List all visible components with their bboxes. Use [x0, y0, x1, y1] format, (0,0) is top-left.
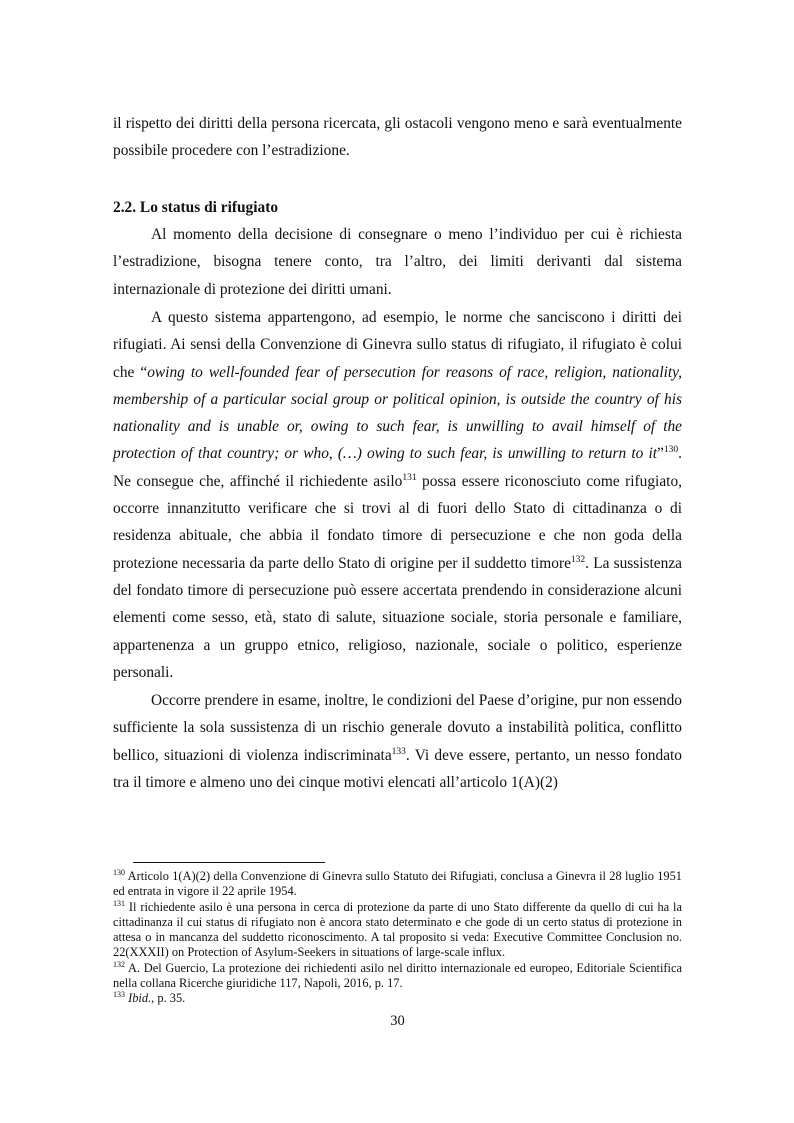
- paragraph-refugee-definition: A questo sistema appartengono, ad esempio, le norme che sanciscono i diritti dei rifugiati. Ai sensi della Convenzione di Ginevra sullo status di rifugiato, il rifugiato è colui che “owing to well-founded fear of persecution for reasons of race, religion, nationality, membership of a particular social group or political opinion, is outside the country of his nationality and is unable or, owing to such fear, is unwilling to avail himself of the protection of that country; or who, (…) owing to such fear, is unwilling to return to it”$^{130}$. Ne consegue che, affinché il richiedente asilo$^{131}$ possa essere riconosciuto come rifugiato, occorre innanzitutto verificare che si trovi al di fuori dello Stato di cittadinanza o di residenza abituale, che abbia il fondato timore di persecuzione e che non goda della protezione necessaria da parte dello Stato di origine per il suddetto timore$^{132}$. La sussistenza del fondato timore di persecuzione può essere accertata prendendo in considerazione alcuni elementi come sesso, età, stato di salute, situazione sociale, storia personale e familiare, appartenenza a un gruppo etnico, religioso, nazionale, sociale o politico, esperienze personali.: [113, 309, 682, 681]
- footnote-133: $^{133}$ Ibid., p. 35.: [113, 990, 186, 1006]
- section-heading: 2.2. Lo status di rifugiato: [113, 199, 279, 216]
- paragraph-country-conditions: Occorre prendere in esame, inoltre, le condizioni del Paese d’origine, pur non essendo sufficiente la sola sussistenza di un rischio generale dovuto a instabilità politica, conflitto bellico, situazioni di violenza indiscriminata$^{133}$. Vi deve essere, pertanto, un nesso fondato tra il timore e almeno uno dei cinque motivi elencati all’articolo 1(A)(2): [113, 692, 682, 791]
- convention-quote: owing to well-founded fear of persecution for reasons of race, religion, nationality, membership of a particular social group or political opinion, is outside the country of his nationality and is unable or, owing to such fear, is unwilling to avail himself of the protection of that country; or who, (…) owing to such fear, is unwilling to return to it: [113, 363, 682, 463]
- footnote-separator: [133, 862, 325, 863]
- footnote-ref-131[interactable]: 131: [402, 472, 417, 483]
- paragraph-continuation: il rispetto dei diritti della persona ricercata, gli ostacoli vengono meno e sarà eventualmente possibile procedere con l’estradizione.: [113, 115, 682, 160]
- footnote-130: $^{130}$ Articolo 1(A)(2) della Convenzione di Ginevra sullo Statuto dei Rifugiati, conclusa a Ginevra il 28 luglio 1951 ed entrata in vigore il 22 aprile 1954.: [113, 867, 682, 899]
- footnote-ref-130[interactable]: 130: [663, 445, 679, 456]
- footnote-131: $^{131}$ Il richiedente asilo è una persona in cerca di protezione da parte di uno Stato differente da quello di cui ha la cittadinanza il cui status di rifugiato non è ancora stato determinato e che gode di un certo status di protezione in attesa o in mancanza del suddetto riconoscimento. A tal proposito si veda: Executive Committee Conclusion no. 22(XXXII) on Protection of Asylum-Seekers in situations of large-scale influx.: [113, 898, 682, 960]
- page-number: 30: [390, 1013, 405, 1029]
- footnote-ref-133[interactable]: 133: [391, 746, 406, 757]
- paragraph-extradition-limits: Al momento della decisione di consegnare o meno l’individuo per cui è richiesta l’estradizione, bisogna tenere conto, tra l’altro, dei limiti derivanti dal sistema internazionale di protezione dei diritti umani.: [113, 226, 682, 298]
- footnotes: [113, 869, 682, 1007]
- footnote-132: $^{132}$ A. Del Guercio, La protezione dei richiedenti asilo nel diritto internazionale ed europeo, Editoriale Scientifica nella collana Ricerche giuridiche 117, Napoli, 2016, p. 17.: [113, 959, 682, 991]
- footnote-ref-132[interactable]: 132: [570, 554, 586, 565]
